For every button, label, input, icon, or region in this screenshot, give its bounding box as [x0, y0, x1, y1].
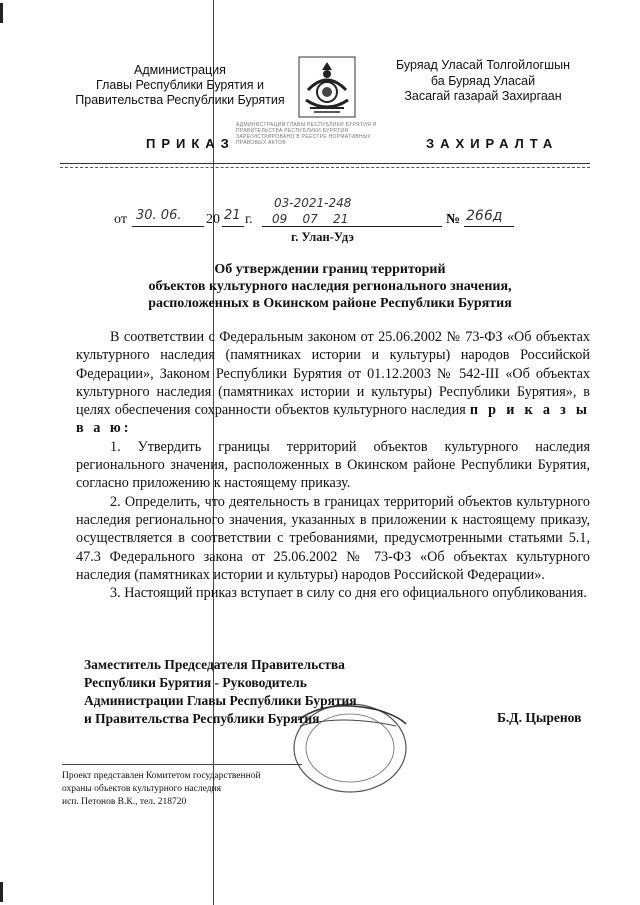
body-item-2: 2. Определить, что деятельность в границах территорий объектов культурного наследия регионального значения, указанных в приложении к настоящему приказу, осуществляется в соответствии с требованиями, предусмотренными статьями 5.1, 47.3 Федерального закона от 25.06.2002 № 73-ФЗ «Об объектах культурного наследия (памятниках истории и культуры) народов Российской Федерации». [76, 493, 590, 583]
handwritten-year: 21 [224, 208, 241, 223]
handwritten-reg-number: 03-2021-248 [274, 196, 352, 210]
header-divider [60, 163, 590, 164]
header-right-bur: Буряад Уласай Толгойлогшын ба Буряад Уласай Засагай газарай Захиргаан [395, 58, 571, 103]
number-sign: № [446, 212, 461, 227]
doc-type-ru: ПРИКАЗ [146, 136, 235, 151]
registration-stamp: АДМИНИСТРАЦИЯ ГЛАВЫ РЕСПУБЛИКИ БУРЯТИЯ И ПРАВИТЕЛЬСТВА РЕСПУБЛИКИ БУРЯТИЯ ЗАРЕГИСТРИРОВАНО В РЕЕСТРЕ НОРМАТИВНЫХ ПРАВОВЫХ АКТОВ [236, 122, 377, 146]
date-underline [132, 226, 204, 227]
date-prefix: от [114, 212, 127, 227]
signature-block: Заместитель Председателя Правительства Республики Бурятия - Руководитель Администрации Главы Республики Бурятия и Правительства Республики Бурятия [84, 657, 357, 726]
header-divider-dashed [60, 167, 590, 168]
coat-of-arms-emblem-icon [298, 56, 356, 118]
body-item-3: 3. Настоящий приказ вступает в силу со дня его официального опубликования. [110, 585, 587, 602]
body-intro: В соответствии с Федеральным законом от 25.06.2002 № 73-ФЗ «Об объектах культурного наследия (памятниках истории и культуры) народов Российской Федерации», Законом Республики Бурятия от 01.12.2003 № 542-III «Об объектах культурного наследия (памятниках истории и культуры) Республики Бурятия», в целях обеспечения сохранности объектов культурного наследия п р и к а з ы в а ю: [76, 329, 590, 437]
doc-number-underline [464, 226, 514, 227]
signatory-name: Б.Д. Цыренов [497, 710, 582, 725]
header-left-ru: Администрация Главы Республики Бурятия и Правительства Республики Бурятия [75, 63, 285, 107]
document-body [76, 328, 590, 602]
footnote: Проект представлен Комитетом государственной охраны объектов культурного наследия исп. Петонов В.К., тел. 218720 [62, 771, 261, 807]
footnote-divider [62, 764, 302, 765]
number-underline [262, 226, 442, 227]
year-unit: г. [245, 212, 253, 227]
prikazyvayu: п р и к а з ы в а ю: [76, 402, 590, 437]
document-title: Об утверждении границ территорий объектов культурного наследия регионального значения, расположенных в Окинском районе Республики Бурятия [148, 262, 512, 311]
year-underline [222, 226, 244, 227]
handwritten-date: 30. 06. [136, 208, 182, 223]
city: г. Улан-Удэ [291, 230, 354, 244]
scan-corner-mark [0, 882, 9, 902]
handwritten-reg-date: 09 07 21 [272, 212, 349, 226]
scan-corner-mark [0, 3, 9, 23]
handwritten-number: 266д [466, 208, 503, 224]
doc-type-bur: ЗАХИРАЛТА [426, 136, 559, 151]
date-number-row [114, 196, 614, 232]
year-prefix: 20 [206, 212, 220, 227]
body-item-1: 1. Утвердить границы территорий объектов культурного наследия регионального значения, расположенных в Окинском районе Республики Бурятия, согласно приложению к настоящему приказу. [76, 438, 590, 492]
